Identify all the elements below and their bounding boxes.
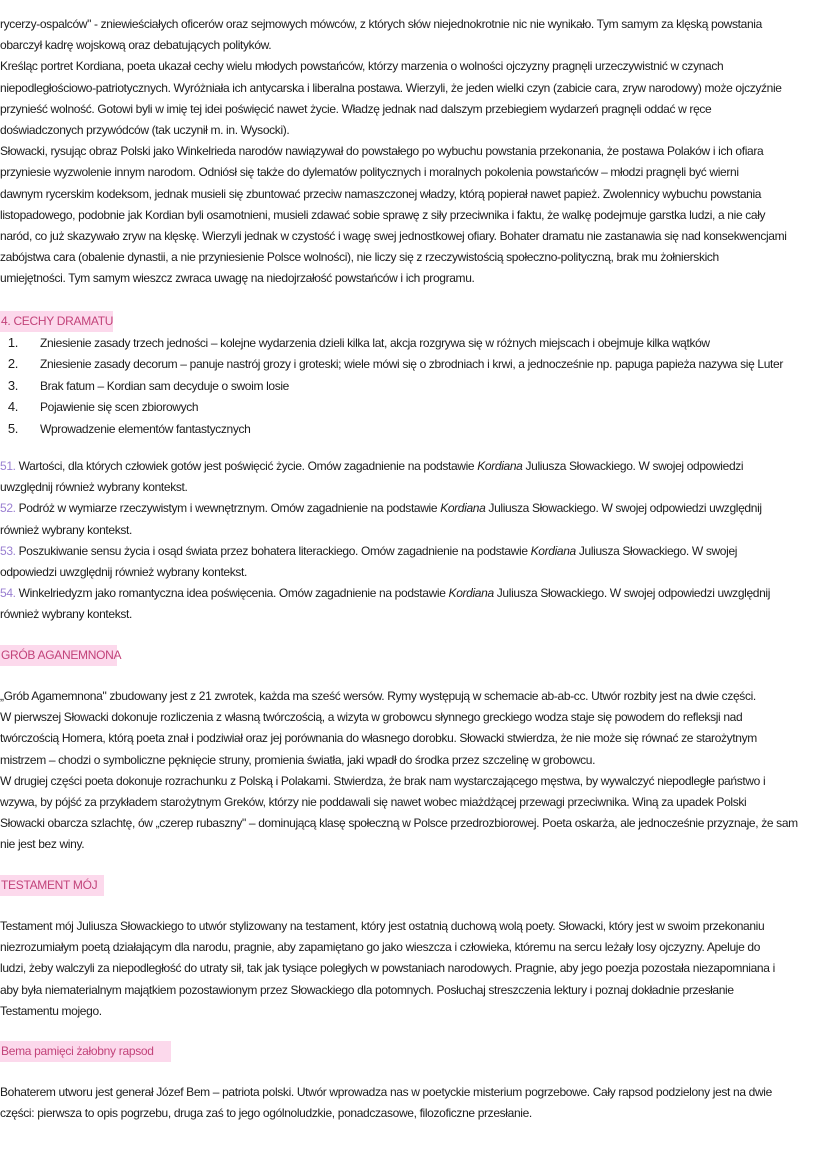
text-line: Słowacki, rysując obraz Polski jako Winkelrieda narodów nawiązywał do powstałego po wybuchu powstania przekonania, że postawa Polaków i ich ofiara	[0, 144, 764, 159]
heading-grob-agamemnona: GRÓB AGANEMNONA	[0, 645, 117, 666]
intro-paragraphs	[0, 14, 828, 290]
question-text: również wybrany kontekst.	[0, 522, 132, 537]
text-line: nie jest bez winy.	[0, 837, 85, 852]
question-text: Juliusza Słowackiego. W swojej	[575, 543, 738, 558]
text-line: Kreśląc portret Kordiana, poeta ukazał cechy wielu młodych powstańców, którzy marzenia o wolności ojczyzny pragnęli urzeczywistnić w czynach	[0, 59, 724, 74]
list-item	[0, 418, 828, 439]
cechy-dramatu-list	[0, 332, 828, 439]
question-text: Poszukiwanie sensu życia i osąd świata przez bohatera literackiego. Omów zagadnienie na podstawie	[18, 543, 531, 558]
question-text: również wybrany kontekst.	[0, 607, 132, 622]
list-number: 3.	[7, 377, 18, 393]
list-number: 2.	[7, 356, 18, 372]
question-text: odpowiedzi uwzględnij również wybrany kontekst.	[0, 565, 248, 580]
text-line: części: pierwsza to opis pogrzebu, druga zaś to jego ogólnoludzkie, ponadczasowe, filozoficzne przesłanie.	[0, 1106, 532, 1121]
list-text: Wprowadzenie elementów fantastycznych	[40, 421, 251, 436]
text-line: umiejętności. Tym samym wieszcz zwraca uwagę na niedojrzałość powstańców i ich programu.	[0, 271, 475, 286]
text-line: Testamentu mojego.	[0, 1003, 102, 1018]
text-line: ludzi, żeby walczyli za niepodległość do utraty sił, tak jak tysiące poległych w powstaniach narodowych. Pragnie, aby jego poezja pozostała niezapomniana i	[0, 961, 775, 976]
text-line: obarczył kadrę wojskową oraz debatujących polityków.	[0, 38, 272, 53]
question-text: Winkelriedyzm jako romantyczna idea poświęcenia. Omów zagadnienie na podstawie	[18, 586, 449, 601]
text-line: wzywa, by pójść za przykładem starożytnym Greków, którzy nie poddawali się nawet wobec miażdżącej przewagi przeciwnika. Winą za upadek Polski	[0, 795, 747, 810]
text-line: Testament mój Juliusza Słowackiego to utwór stylizowany na testament, który jest ostatnią duchową wolą poety. Słowacki, który jest w swoim przekonaniu	[0, 919, 765, 933]
question-line	[0, 604, 828, 625]
text-line: „Grób Agamemnona" zbudowany jest z 21 zwrotek, każda ma sześć wersów. Rymy występują w schemacie ab-ab-cc. Utwór rozbity jest na dwie części.	[0, 689, 756, 703]
text-line: W drugiej części poeta dokonuje rozrachunku z Polską i Polakami. Stwierdza, że brak nam wystarczającego męstwa, by wywalczyć niepodległe państwo i	[0, 773, 766, 788]
list-text: Pojawienie się scen zbiorowych	[40, 400, 199, 415]
list-number: 1.	[7, 335, 18, 350]
text-line: niepodległościowo-patriotycznych. Wyróżniała ich antycarska i liberalna postawa. Wierzyli, że jeden wielki czyn (zabicie cara, zryw narodowy) może ojczyźnie	[0, 80, 782, 95]
list-number: 4.	[7, 399, 18, 415]
list-item	[0, 375, 828, 396]
question-line	[0, 520, 828, 541]
question-line	[0, 562, 828, 583]
question-number: 54.	[0, 586, 16, 601]
question-number: 53.	[0, 543, 16, 558]
text-line: aby była niematerialnym majątkiem pozostawionym przez Słowackiego dla potomnych. Posłuchaj streszczenia lektury i poznaj dokładnie przesłanie	[0, 982, 734, 997]
question-number: 52.	[0, 501, 16, 516]
list-text: Brak fatum – Kordian sam decyduje o swoim losie	[40, 378, 290, 393]
text-line: listopadowego, podobnie jak Kordian byli osamotnieni, musieli zdawać sobie sprawę z siły przeciwnika i faktu, że walkę podejmuje garstka ludzi, a nie cały	[0, 207, 766, 222]
heading-cechy-dramatu: 4. CECHY DRAMATU	[0, 311, 113, 332]
question-number: 51.	[0, 459, 16, 473]
text-line: dawnym rycerskim kodeksom, jednak musieli się zbuntować przeciw namaszczonej władzy, którą popierał nawet papież. Zwolennicy wybuchu powstania	[0, 186, 762, 201]
question-line	[0, 456, 828, 477]
text-line: twórczością Homera, którą poeta znał i podziwiał oraz jej porównania do własnego dorobku. Słowacki stwierdza, że nie może się równać ze starożytnym	[0, 731, 757, 746]
grob-agamemnona-text	[0, 686, 828, 856]
question-line	[0, 541, 828, 562]
text-line: zabójstwa cara (obalenie dynastii, a nie przyniesienie Polsce wolności), nie liczy się z rzeczywistością społeczno-polityczną, brak mu żołnierskich	[0, 250, 719, 265]
book-title: Kordiana	[530, 543, 576, 558]
book-title: Kordiana	[477, 459, 523, 473]
list-text: Zniesienie zasady decorum – panuje nastrój grozy i groteski; wiele mówi się o zbrodniach i krwi, a jednocześnie np. papuga papieża nazywa się Luter	[40, 357, 783, 372]
book-title: Kordiana	[440, 501, 486, 516]
list-text: Zniesienie zasady trzech jedności – kolejne wydarzenia dzieli kilka lat, akcja rozgrywa się w różnych miejscach i obejmuje kilka wątków	[40, 336, 710, 350]
question-text: Juliusza Słowackiego. W swojej odpowiedzi	[522, 459, 744, 473]
question-line	[0, 498, 828, 519]
question-text: Juliusza Słowackiego. W swojej odpowiedzi uwzględnij	[493, 586, 771, 601]
text-line: rycerzy-ospalców" - zniewieściałych oficerów oraz sejmowych mówców, z których słów niejednokrotnie nic nie wynikało. Tym samym za klęską powstania	[0, 17, 762, 31]
bema-pamieci-text	[0, 1082, 828, 1124]
list-item	[0, 332, 828, 353]
heading-bema-pamieci: Bema pamięci żałobny rapsod	[0, 1041, 171, 1062]
text-line: W pierwszej Słowacki dokonuje rozliczenia z własną twórczością, a wizyta w grobowcu słynnego greckiego wodza staje się powodem do refleksji nad	[0, 710, 743, 725]
list-item	[0, 396, 828, 417]
text-line: Bohaterem utworu jest generał Józef Bem – patriota polski. Utwór wprowadza nas w poetyckie misterium pogrzebowe. Cały rapsod podzielony jest na dwie	[0, 1085, 772, 1099]
text-line: naród, co już skazywało zryw na klęskę. Wierzyli jednak w czystość i wagę swej jednostkowej ofiary. Bohater dramatu nie zastanawia się nad konsekwencjami	[0, 229, 787, 244]
exam-questions	[0, 456, 828, 626]
question-line	[0, 477, 828, 498]
question-text: Podróż w wymiarze rzeczywistym i wewnętrznym. Omów zagadnienie na podstawie	[18, 501, 441, 516]
heading-testament-moj: TESTAMENT MÓJ	[0, 875, 104, 896]
question-text: uwzględnij również wybrany kontekst.	[0, 480, 188, 495]
text-line: niezrozumiałym poetą działającym dla narodu, pragnie, aby zapamiętano go jako wieszcza i człowieka, któremu na sercu leżały losy ojczyzny. Apeluje do	[0, 940, 761, 955]
testament-moj-text	[0, 916, 828, 1022]
question-line	[0, 583, 828, 604]
list-item	[0, 353, 828, 374]
text-line: przyniesie wyzwolenie innym narodom. Odniósł się także do dylematów politycznych i moralnych pokolenia powstańców – młodzi pragnęli być wierni	[0, 165, 739, 180]
question-text: Juliusza Słowackiego. W swojej odpowiedzi uwzględnij	[485, 501, 762, 516]
question-text: Wartości, dla których człowiek gotów jest poświęcić życie. Omów zagadnienie na podstawie	[18, 459, 478, 473]
text-line: Słowacki obarcza szlachtę, ów „czerep rubaszny" – dominującą klasę społeczną w Polsce przedrozbiorowej. Poeta oskarża, ale jednocześnie przyznaje, że sam	[0, 816, 798, 831]
book-title: Kordiana	[448, 586, 494, 601]
text-line: doświadczonych przywódców (tak uczynił m. in. Wysocki).	[0, 123, 290, 138]
list-number: 5.	[7, 420, 18, 436]
text-line: przynieść wolność. Gotowi byli w imię tej idei poświęcić nawet życie. Władzę jednak nad dalszym przebiegiem wydarzeń pragnęli oddać w ręce	[0, 101, 712, 116]
text-line: mistrzem – chodzi o symboliczne pęknięcie struny, promienia światła, jaki wpadł do środka przez szczelinę w grobowcu.	[0, 752, 596, 767]
